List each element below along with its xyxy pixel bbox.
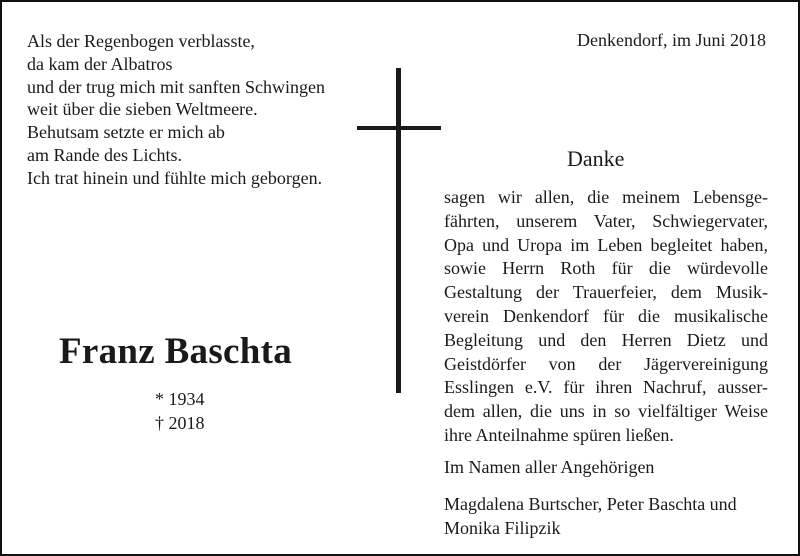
birth-year: * 1934 <box>155 389 205 409</box>
thanks-line: Gestaltung der Trauerfeier, dem Musik- <box>444 282 768 303</box>
thanks-line: sowie Herrn Roth für die würdevolle <box>444 258 768 279</box>
deceased-name: Franz Baschta <box>59 331 293 372</box>
thanks-line: Opa und Uropa im Leben begleitet haben, <box>444 234 768 255</box>
poem <box>27 30 325 190</box>
signature-intro: Im Namen aller Angehörigen <box>444 457 655 477</box>
poem-line: und der trug mich mit sanften Schwingen <box>27 76 325 97</box>
poem-line: weit über die sieben Weltmeere. <box>27 99 258 120</box>
signature-names <box>444 492 737 540</box>
thanks-line: dem allen, die uns in so vielfältiger Weise <box>444 401 768 422</box>
thanks-text <box>444 186 768 448</box>
thanks-line: ihre Anteilnahme spüren ließen. <box>444 424 674 445</box>
place-date: Denkendorf, im Juni 2018 <box>577 30 766 50</box>
thanks-title: Danke <box>567 146 625 171</box>
death-year: † 2018 <box>155 413 205 433</box>
poem-line: Ich trat hinein und fühlte mich geborgen. <box>27 167 323 188</box>
thanks-line: fährten, unserem Vater, Schwiegervater, <box>444 210 768 231</box>
cross-icon <box>396 68 401 393</box>
signature-line: Magdalena Burtscher, Peter Baschta und <box>444 494 737 514</box>
thanks-line: Geistdörfer von der Jägervereinigung <box>444 353 768 374</box>
poem-line: da kam der Albatros <box>27 53 173 74</box>
thanks-line: verein Denkendorf für die musikalische <box>444 305 768 326</box>
poem-line: am Rande des Lichts. <box>27 144 182 165</box>
thanks-line: Begleitung und den Herren Dietz und <box>444 329 768 350</box>
thanks-line: sagen wir allen, die meinem Lebensge- <box>444 187 768 207</box>
poem-line: Behutsam setzte er mich ab <box>27 122 225 143</box>
thanks-line: Esslingen e.V. für ihren Nachruf, ausser- <box>444 377 768 398</box>
signature-line: Monika Filipzik <box>444 518 561 538</box>
poem-line: Als der Regenbogen verblasste, <box>27 31 255 51</box>
cross-icon-crossbar <box>357 126 441 130</box>
life-dates <box>155 387 205 435</box>
